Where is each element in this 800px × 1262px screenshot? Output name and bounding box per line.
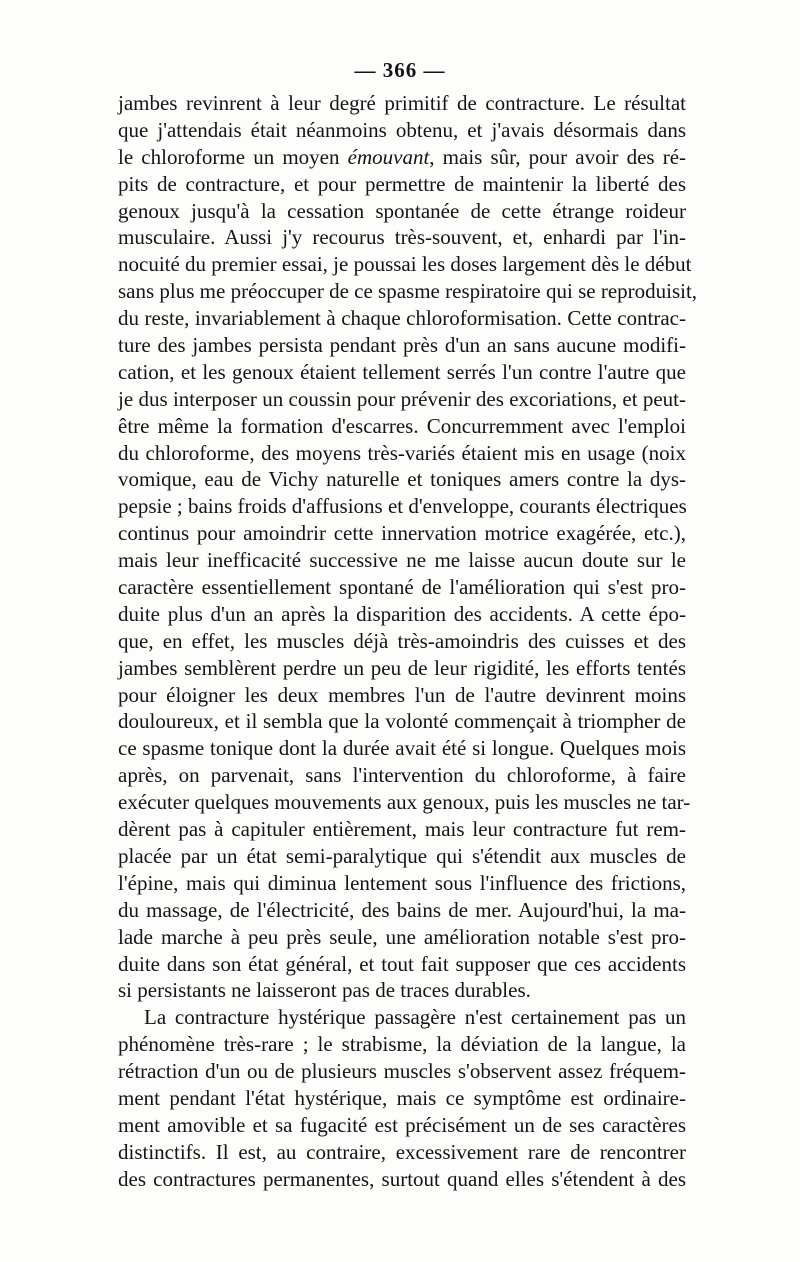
text-segment: , mais sûr, pour avoir des ré- [429, 144, 687, 169]
text-line: dèrent pas à capituler entièrement, mais leur contracture fut rem- [118, 817, 686, 842]
text-line: du chloroforme, des moyens très-variés étaient mis en usage (noix [118, 440, 686, 465]
text-line: que, en effet, les muscles déjà très-amoindris des cuisses et des [118, 628, 686, 653]
emphasized-word: émouvant [347, 144, 430, 169]
body-text [118, 90, 698, 1193]
text-line: vomique, eau de Vichy naturelle et toniques amers contre la dys- [118, 467, 686, 492]
text-line: rétraction d'un ou de plusieurs muscles s'observent assez fréquem- [118, 1059, 686, 1084]
text-line: pour éloigner les deux membres l'un de l'autre devinrent moins [118, 682, 686, 707]
text-line: lade marche à peu près seule, une amélioration notable s'est pro- [118, 924, 686, 949]
text-line: ment pendant l'état hystérique, mais ce symptôme est ordinaire- [118, 1085, 686, 1110]
text-line: caractère essentiellement spontané de l'amélioration qui s'est pro- [118, 575, 686, 600]
text-line: pepsie ; bains froids d'affusions et d'enveloppe, courants électriques [118, 494, 687, 519]
text-line: cation, et les genoux étaient tellement serrés l'un contre l'autre que [118, 359, 686, 384]
text-line: mais leur inefficacité successive ne me laisse aucun doute sur le [118, 548, 686, 573]
paragraph-last-line: si persistants ne laisseront pas de traces durables. [118, 978, 531, 1003]
paragraph-first-line: La contracture hystérique passagère n'est certainement pas un [144, 1005, 686, 1030]
text-line: musculaire. Aussi j'y recourus très-souvent, et, enhardi par l'in- [118, 225, 686, 250]
text-line: genoux jusqu'à la cessation spontanée de cette étrange roideur [118, 198, 686, 223]
text-line: je dus interposer un coussin pour prévenir des excoriations, et peut- [118, 386, 686, 411]
text-line-with-emphasis [118, 144, 686, 171]
text-line: ture des jambes persista pendant près d'un an sans aucune modifi- [118, 333, 686, 358]
text-line: continus pour amoindrir cette innervation motrice exagérée, etc.), [118, 521, 686, 546]
text-line: douloureux, et il sembla que la volonté commençait à triompher de [118, 709, 686, 734]
text-line: ment amovible et sa fugacité est précisément un de ses caractères [118, 1112, 686, 1137]
text-segment: le chloroforme un moyen [118, 144, 340, 169]
text-line: duite dans son état général, et tout fait supposer que ces accidents [118, 951, 686, 976]
text-line: sans plus me préoccuper de ce spasme respiratoire qui se reproduisit, [118, 279, 698, 304]
text-line: exécuter quelques mouvements aux genoux, puis les muscles ne tar- [118, 790, 691, 815]
text-line: distinctifs. Il est, au contraire, excessivement rare de rencontrer [118, 1139, 686, 1164]
text-line: phénomène très-rare ; le strabisme, la déviation de la langue, la [118, 1032, 686, 1057]
text-line: que j'attendais était néanmoins obtenu, et j'avais désormais dans [118, 117, 686, 142]
text-line: après, on parvenait, sans l'intervention du chloroforme, à faire [118, 763, 686, 788]
text-line: nocuité du premier essai, je poussai les doses largement dès le début [118, 252, 692, 277]
text-line: placée par un état semi-paralytique qui s'étendit aux muscles de [118, 843, 686, 868]
text-line: jambes semblèrent perdre un peu de leur rigidité, les efforts tentés [118, 655, 686, 680]
text-line: ce spasme tonique dont la durée avait été si longue. Quelques mois [118, 736, 686, 761]
text-line: l'épine, mais qui diminua lentement sous l'influence des frictions, [118, 870, 686, 895]
text-line: des contractures permanentes, surtout quand elles s'étendent à des [118, 1166, 686, 1191]
text-line: être même la formation d'escarres. Concurremment avec l'emploi [118, 413, 686, 438]
page-number: — 366 — [354, 58, 446, 82]
text-line: jambes revinrent à leur degré primitif de contracture. Le résultat [118, 91, 686, 115]
text-line: du massage, de l'électricité, des bains de mer. Aujourd'hui, la ma- [118, 897, 686, 922]
text-line: pits de contracture, et pour permettre de maintenir la liberté des [118, 171, 686, 196]
text-line: du reste, invariablement à chaque chloroformisation. Cette contrac- [118, 306, 686, 331]
text-line: duite plus d'un an après la disparition des accidents. A cette épo- [118, 601, 686, 626]
